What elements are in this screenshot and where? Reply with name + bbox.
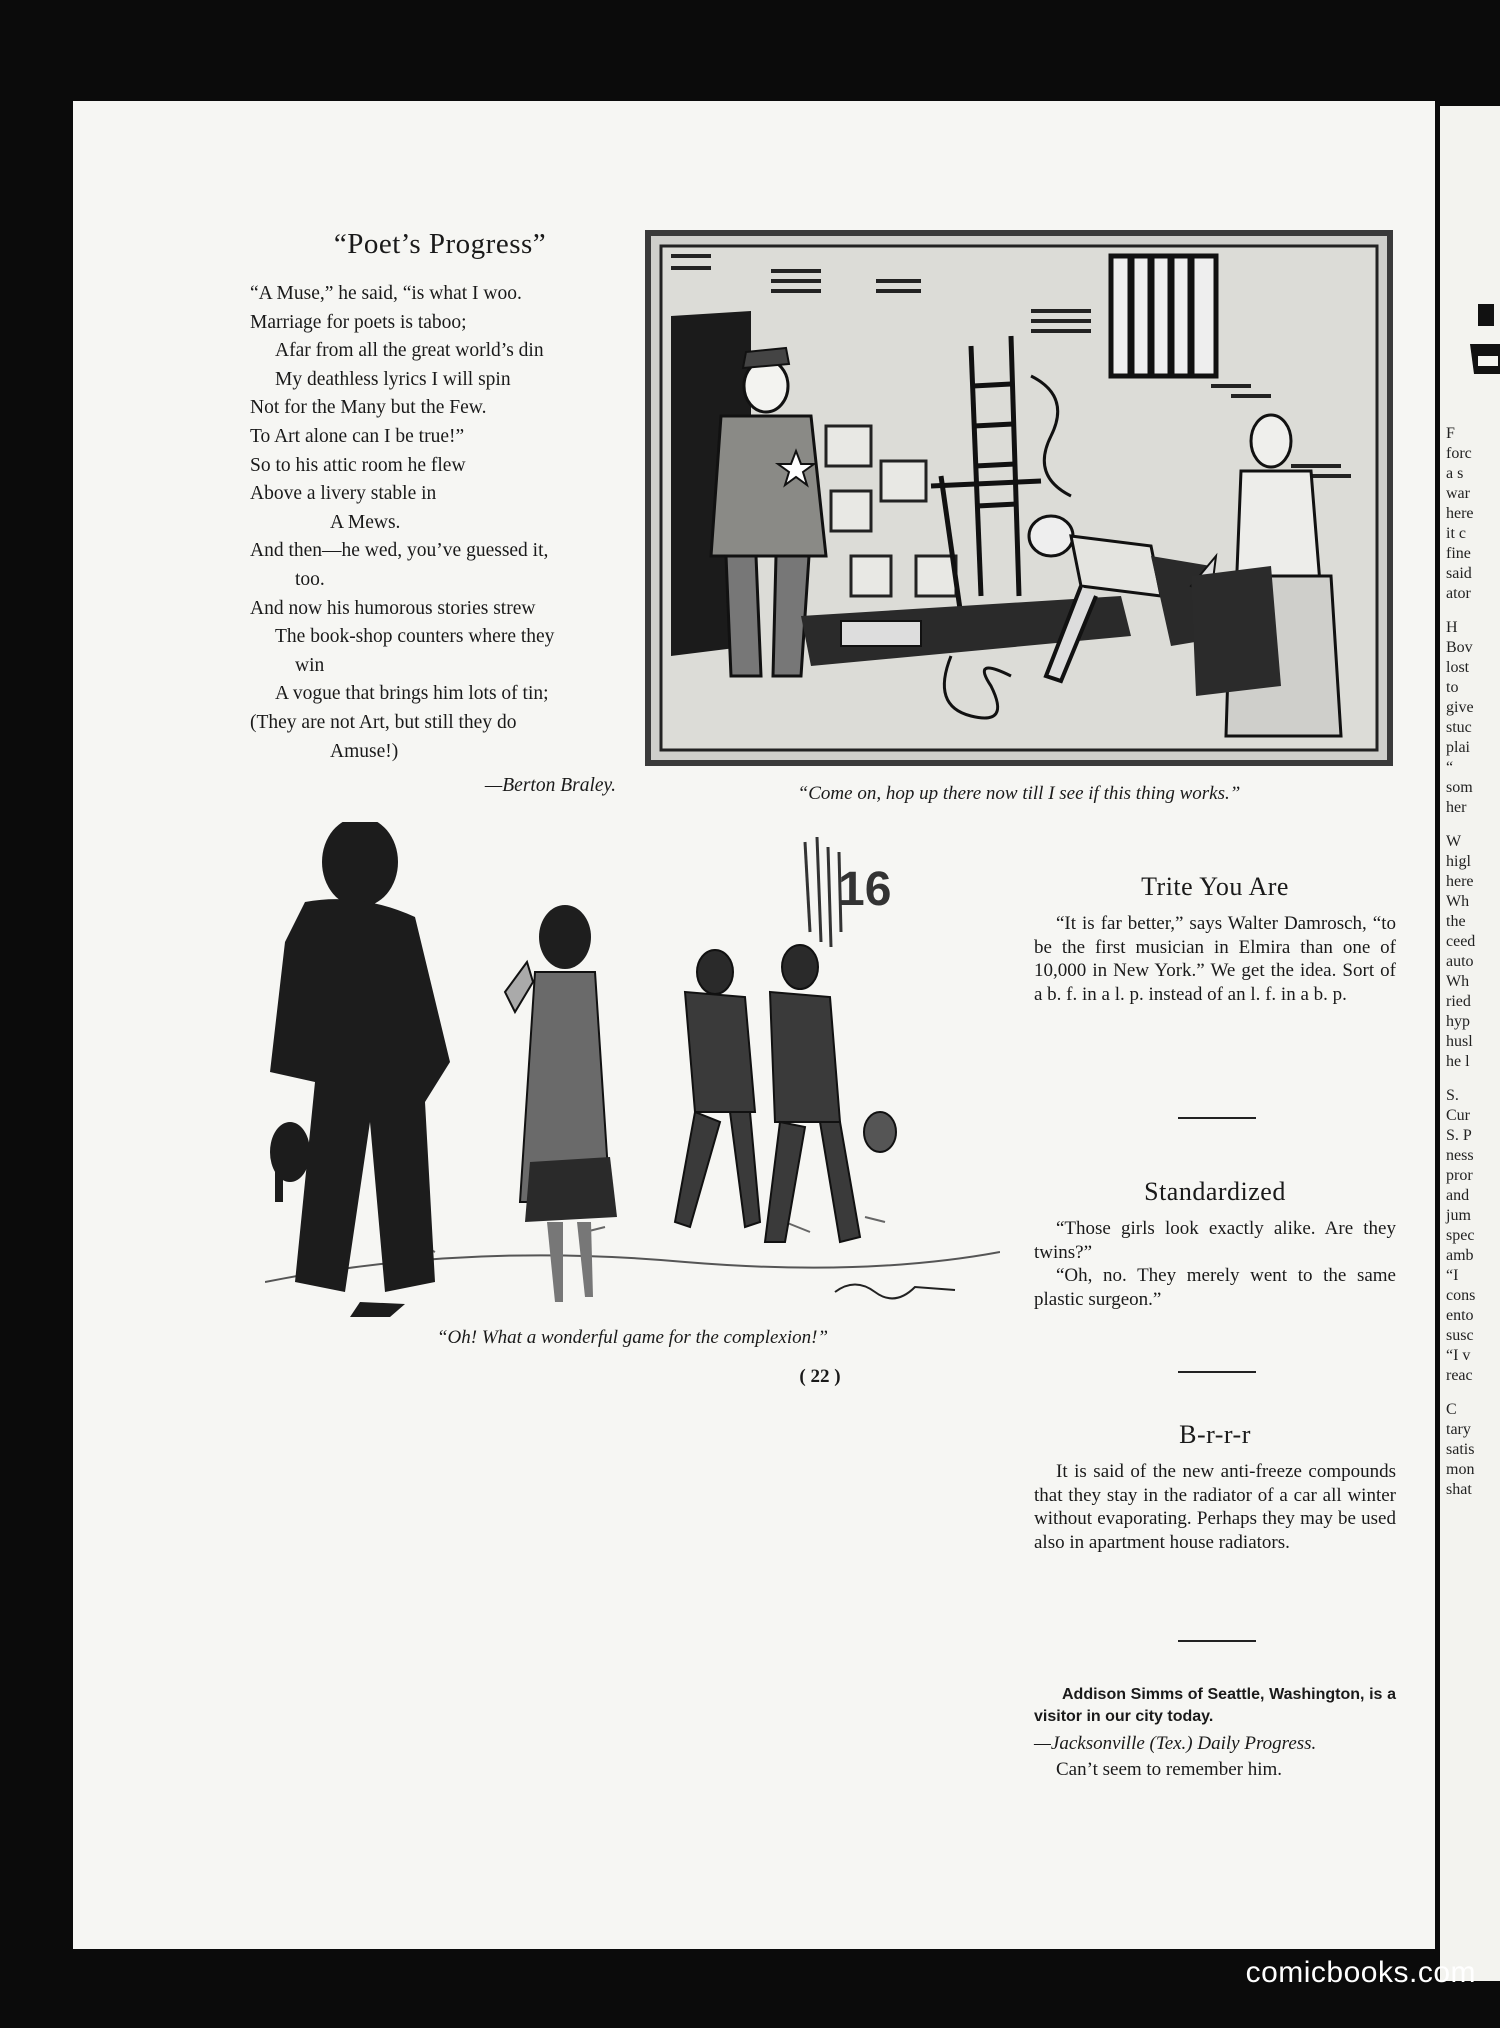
adjacent-page-line: ceed	[1446, 933, 1476, 950]
section-trite	[1034, 872, 1396, 1006]
section-standardized	[1034, 1177, 1396, 1311]
poem-line: (They are not Art, but still they do	[250, 711, 517, 733]
section-brrr	[1034, 1420, 1396, 1554]
section-standardized-para2: “Oh, no. They merely went to the same plastic surgeon.”	[1034, 1265, 1396, 1310]
adjacent-page-line: Cur	[1446, 1107, 1470, 1124]
section-brrr-title: B-r-r-r	[1179, 1420, 1251, 1449]
poem-line: A vogue that brings him lots of tin;	[275, 683, 549, 705]
adjacent-page-line: plai	[1446, 739, 1470, 756]
adjacent-page-line: S. P	[1446, 1127, 1472, 1144]
adjacent-page-line: C	[1446, 1401, 1457, 1418]
adjacent-page-line: tary	[1446, 1421, 1471, 1438]
adjacent-page-line: fine	[1446, 545, 1471, 562]
adjacent-page-line: satis	[1446, 1441, 1475, 1458]
adjacent-page-line: reac	[1446, 1367, 1473, 1384]
section-trite-body: “It is far better,” says Walter Damrosch, “to be the first musician in Elmira than one of 10,000 in New York.” We get the idea. Sort of a b. f. in a l. p. instead of an l. f. in a b. p.	[1034, 913, 1396, 1005]
adjacent-page-line: “	[1446, 759, 1454, 776]
poem-line: Marriage for poets is taboo;	[250, 311, 467, 333]
adjacent-page-line: higl	[1446, 853, 1471, 870]
scoreboard-number: 16	[838, 863, 892, 916]
poem-line: My deathless lyrics I will spin	[275, 368, 511, 390]
adjacent-page-line: mon	[1446, 1461, 1475, 1478]
adjacent-page-line: ator	[1446, 585, 1471, 602]
adjacent-page-line: said	[1446, 565, 1472, 582]
adjacent-page-line: som	[1446, 779, 1473, 796]
clipping-source: —Jacksonville (Tex.) Daily Progress.	[1034, 1733, 1317, 1754]
poem-line: Afar from all the great world’s din	[275, 340, 544, 362]
adjacent-page-line: F	[1446, 425, 1455, 442]
adjacent-page-line: “I v	[1446, 1347, 1471, 1364]
figure-icon	[1470, 304, 1500, 374]
adjacent-page-line: H	[1446, 619, 1458, 636]
adjacent-page-line: and	[1446, 1187, 1470, 1204]
poem-line: And then—he wed, you’ve guessed it,	[250, 540, 549, 562]
watermark: comicbooks.com	[1245, 1956, 1476, 1989]
adjacent-page-line: hyp	[1446, 1013, 1470, 1030]
adjacent-page-line: Wh	[1446, 973, 1470, 990]
adjacent-page-line: S.	[1446, 1087, 1459, 1104]
adjacent-page-line: W	[1446, 833, 1462, 850]
adjacent-page-line: “I	[1446, 1267, 1459, 1284]
poem-author: —Berton Braley.	[484, 775, 616, 797]
cartoon-electric-chair-drawing	[651, 236, 1387, 760]
cartoon-football-caption: “Oh! What a wonderful game for the complexion!”	[436, 1327, 829, 1348]
section-brrr-body: It is said of the new anti-freeze compounds that they stay in the radiator of a car all winter without evaporating. Perhaps they may be used also in apartment house radiators.	[1034, 1461, 1396, 1553]
adjacent-page-line: give	[1446, 699, 1474, 716]
adjacent-page-line: cons	[1446, 1287, 1476, 1304]
adjacent-page-line: he l	[1446, 1053, 1470, 1070]
section-clipping	[1034, 1684, 1396, 1782]
section-standardized-para1: “Those girls look exactly alike. Are they twins?”	[1034, 1218, 1396, 1263]
adjacent-page-line: stuc	[1446, 719, 1472, 736]
adjacent-page-line: Bov	[1446, 639, 1473, 656]
clipping-comment: Can’t seem to remember him.	[1056, 1759, 1283, 1780]
poem-line: To Art alone can I be true!”	[250, 425, 465, 447]
adjacent-page-line: ento	[1446, 1307, 1474, 1324]
cartoon-electric-chair-caption: “Come on, hop up there now till I see if this thing works.”	[797, 783, 1241, 804]
divider-rule	[1178, 1640, 1256, 1642]
adjacent-page-line: war	[1446, 485, 1470, 502]
adjacent-page-line: jum	[1446, 1207, 1471, 1224]
adjacent-page-line: husl	[1446, 1033, 1473, 1050]
cartoon-electric-chair	[645, 230, 1393, 766]
divider-rule	[1178, 1371, 1256, 1373]
poem-line: And now his humorous stories strew	[250, 597, 536, 619]
divider-rule	[1178, 1117, 1256, 1119]
adjacent-page-line: it c	[1446, 525, 1466, 542]
clipping-quote: Addison Simms of Seattle, Washington, is a visitor in our city today.	[1034, 1686, 1396, 1725]
adjacent-page-line: here	[1446, 873, 1474, 890]
adjacent-page-line: to	[1446, 679, 1459, 696]
adjacent-page-line: pror	[1446, 1167, 1473, 1184]
adjacent-page-line: spec	[1446, 1227, 1475, 1244]
poem-line: Amuse!)	[330, 740, 399, 762]
adjacent-page-edge	[1440, 106, 1500, 1981]
adjacent-page-line: the	[1446, 913, 1466, 930]
adjacent-page-line: auto	[1446, 953, 1474, 970]
adjacent-page-line: ried	[1446, 993, 1471, 1010]
page-number: ( 22 )	[799, 1366, 841, 1387]
poem-line: too.	[295, 568, 325, 590]
adjacent-page-line: here	[1446, 505, 1474, 522]
adjacent-page-line: her	[1446, 799, 1467, 816]
poem-line: win	[295, 654, 325, 676]
poem-body	[250, 280, 630, 801]
section-trite-title: Trite You Are	[1141, 872, 1289, 901]
adjacent-page-line: shat	[1446, 1481, 1472, 1498]
section-standardized-title: Standardized	[1144, 1177, 1286, 1206]
poem-line: So to his attic room he flew	[250, 454, 466, 476]
section-standardized-body	[1034, 1217, 1396, 1311]
adjacent-page-line: amb	[1446, 1247, 1474, 1264]
adjacent-page-line: ness	[1446, 1147, 1474, 1164]
adjacent-page-line: a s	[1446, 465, 1464, 482]
poem-line: Not for the Many but the Few.	[250, 397, 487, 419]
adjacent-page-line: lost	[1446, 659, 1470, 676]
poem-line: “A Muse,” he said, “is what I woo.	[250, 283, 522, 304]
adjacent-page-line: forc	[1446, 445, 1472, 462]
poem-line: The book-shop counters where they	[275, 626, 555, 648]
adjacent-page-line: Wh	[1446, 893, 1470, 910]
adjacent-page-line: susc	[1446, 1327, 1474, 1344]
poem-line: A Mews.	[330, 511, 401, 533]
poem-title: “Poet’s Progress”	[333, 228, 547, 260]
poem-line: Above a livery stable in	[250, 483, 437, 505]
